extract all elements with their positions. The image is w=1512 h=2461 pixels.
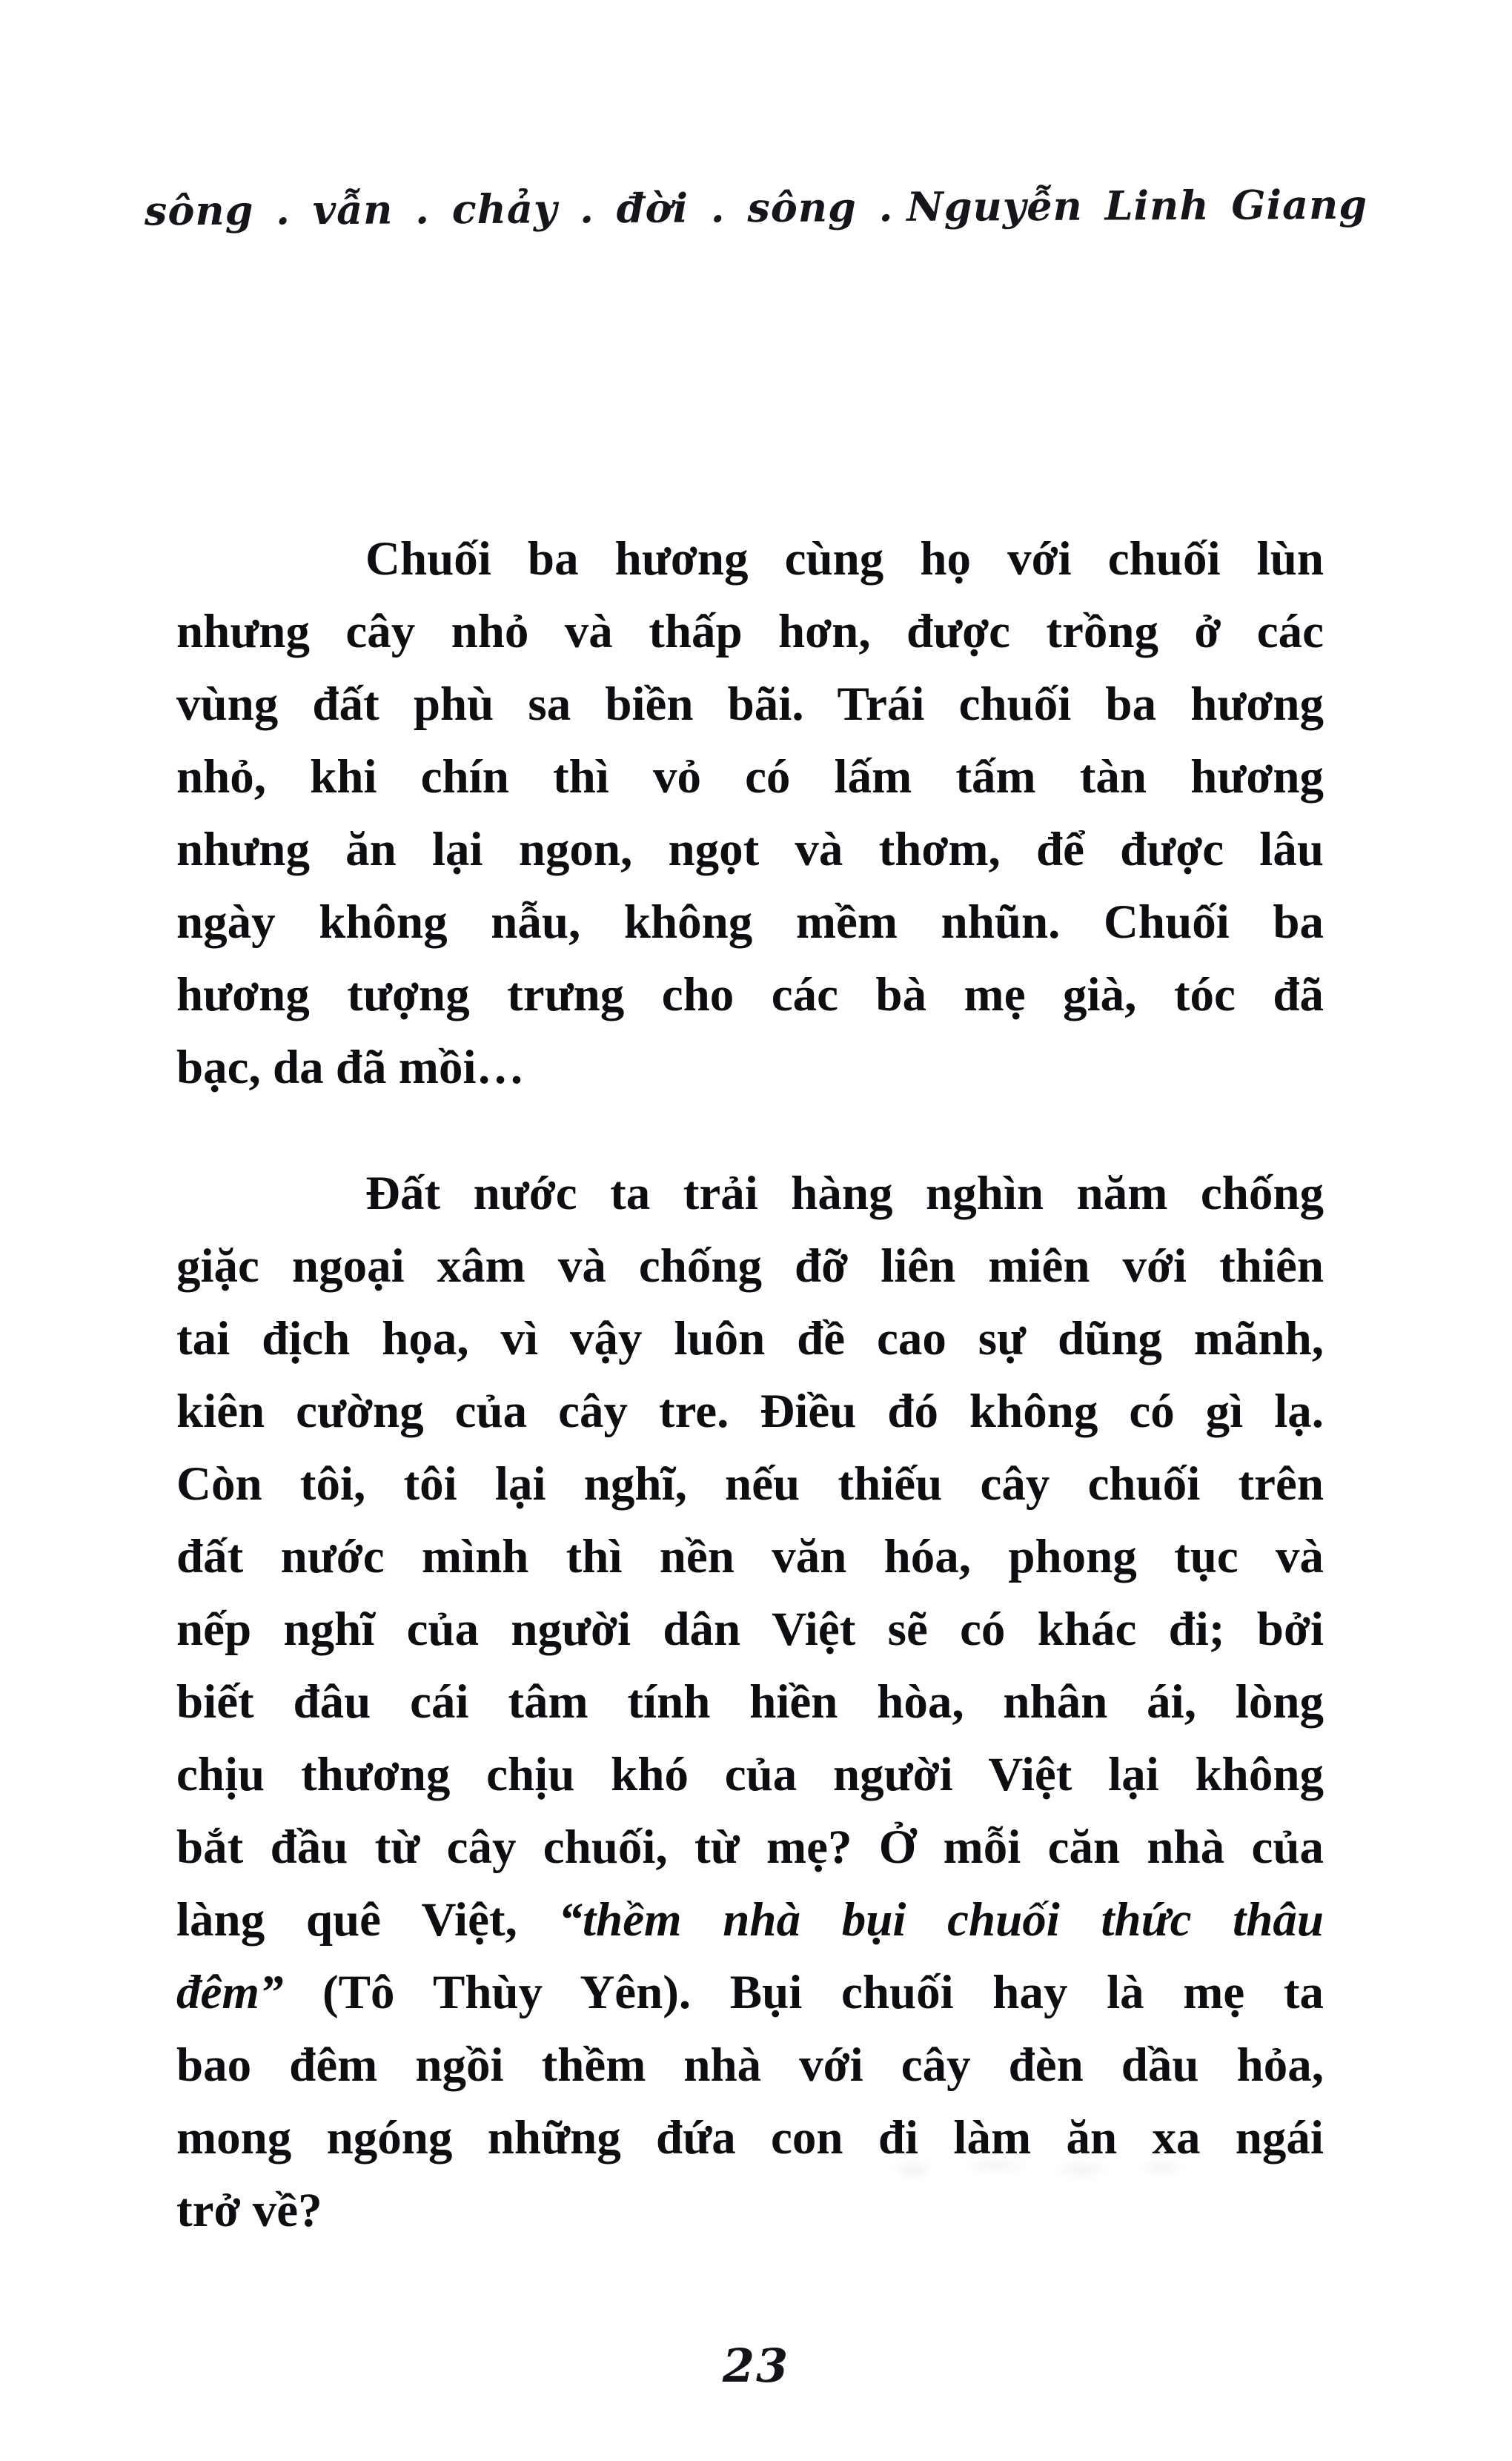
text-segment: biết đâu cái tâm tính hiền hòa, nhân ái, lòng: [176, 1675, 1324, 1729]
text-segment: nhưng cây nhỏ và thấp hơn, được trồng ở các: [176, 605, 1324, 658]
author-name: Nguyễn Linh Giang: [906, 180, 1368, 231]
text-segment: Đất nước ta trải hàng nghìn năm chống: [365, 1167, 1324, 1220]
text-line: [176, 1956, 1324, 2029]
text-segment: nhưng ăn lại ngon, ngọt và thơm, để được lâu: [176, 823, 1324, 876]
text-line: [176, 523, 1324, 595]
text-line: [176, 1520, 1324, 1593]
text-segment: vùng đất phù sa biền bãi. Trái chuối ba hương: [176, 678, 1324, 731]
text-line: [176, 1666, 1324, 1738]
running-title: sông . vẫn . chảy . đời . sông .: [144, 183, 894, 235]
text-segment: đất nước mình thì nền văn hóa, phong tục và: [176, 1530, 1324, 1583]
text-line: [176, 1738, 1324, 1811]
page-footer: [0, 2339, 1512, 2393]
text-segment: mong ngóng những đứa con đi làm ăn xa ngái: [176, 2111, 1324, 2164]
text-line: [176, 1230, 1324, 1302]
text-line: [176, 1031, 1324, 1104]
text-segment: nhỏ, khi chín thì vỏ có lấm tấm tàn hương: [176, 750, 1324, 804]
text-segment: bao đêm ngồi thềm nhà với cây đèn dầu hỏa,: [176, 2038, 1324, 2092]
body-text: [176, 523, 1324, 2247]
page-header: [0, 180, 1512, 236]
text-line: [176, 595, 1324, 668]
text-line: [176, 886, 1324, 958]
text-segment: bắt đầu từ cây chuối, từ mẹ? Ở mỗi căn nhà của: [176, 1821, 1324, 1874]
text-segment: (Tô Thùy Yên). Bụi chuối hay là mẹ ta: [283, 1966, 1324, 2019]
text-segment: trở về?: [176, 2184, 322, 2237]
text-line: [176, 741, 1324, 813]
text-segment: Chuối ba hương cùng họ với chuối lùn: [365, 532, 1324, 586]
text-line: [176, 958, 1324, 1031]
text-line: [176, 1157, 1324, 1230]
text-line: [176, 1811, 1324, 1884]
text-line: [176, 1884, 1324, 1956]
text-segment: “thềm nhà bụi chuối thức thâu: [558, 1893, 1324, 1947]
paragraph: [176, 1157, 1324, 2247]
text-line: [176, 1448, 1324, 1520]
text-segment: ngày không nẫu, không mềm nhũn. Chuối ba: [176, 895, 1324, 949]
text-line: [176, 2029, 1324, 2101]
text-segment: làng quê Việt,: [176, 1893, 559, 1947]
text-line: [176, 1375, 1324, 1448]
text-line: [176, 1302, 1324, 1375]
text-segment: kiên cường của cây tre. Điều đó không có gì lạ.: [176, 1385, 1324, 1438]
text-segment: Còn tôi, tôi lại nghĩ, nếu thiếu cây chuối trên: [176, 1457, 1324, 1511]
text-segment: tai địch họa, vì vậy luôn đề cao sự dũng mãnh,: [176, 1312, 1324, 1365]
text-segment: nếp nghĩ của người dân Việt sẽ có khác đi; bởi: [176, 1603, 1324, 1656]
text-segment: hương tượng trưng cho các bà mẹ già, tóc đã: [176, 968, 1324, 1021]
text-line: [176, 813, 1324, 886]
text-line: [176, 1593, 1324, 1666]
text-segment: chịu thương chịu khó của người Việt lại không: [176, 1748, 1324, 1801]
text-line: [176, 668, 1324, 741]
paragraph: [176, 523, 1324, 1104]
text-segment: giặc ngoại xâm và chống đỡ liên miên với thiên: [176, 1239, 1324, 1293]
text-segment: đêm”: [176, 1966, 284, 2019]
scan-bleed-artifact: [875, 2146, 1193, 2189]
page-number: 23: [722, 2339, 790, 2393]
text-segment: bạc, da đã mồi…: [176, 1041, 525, 1094]
